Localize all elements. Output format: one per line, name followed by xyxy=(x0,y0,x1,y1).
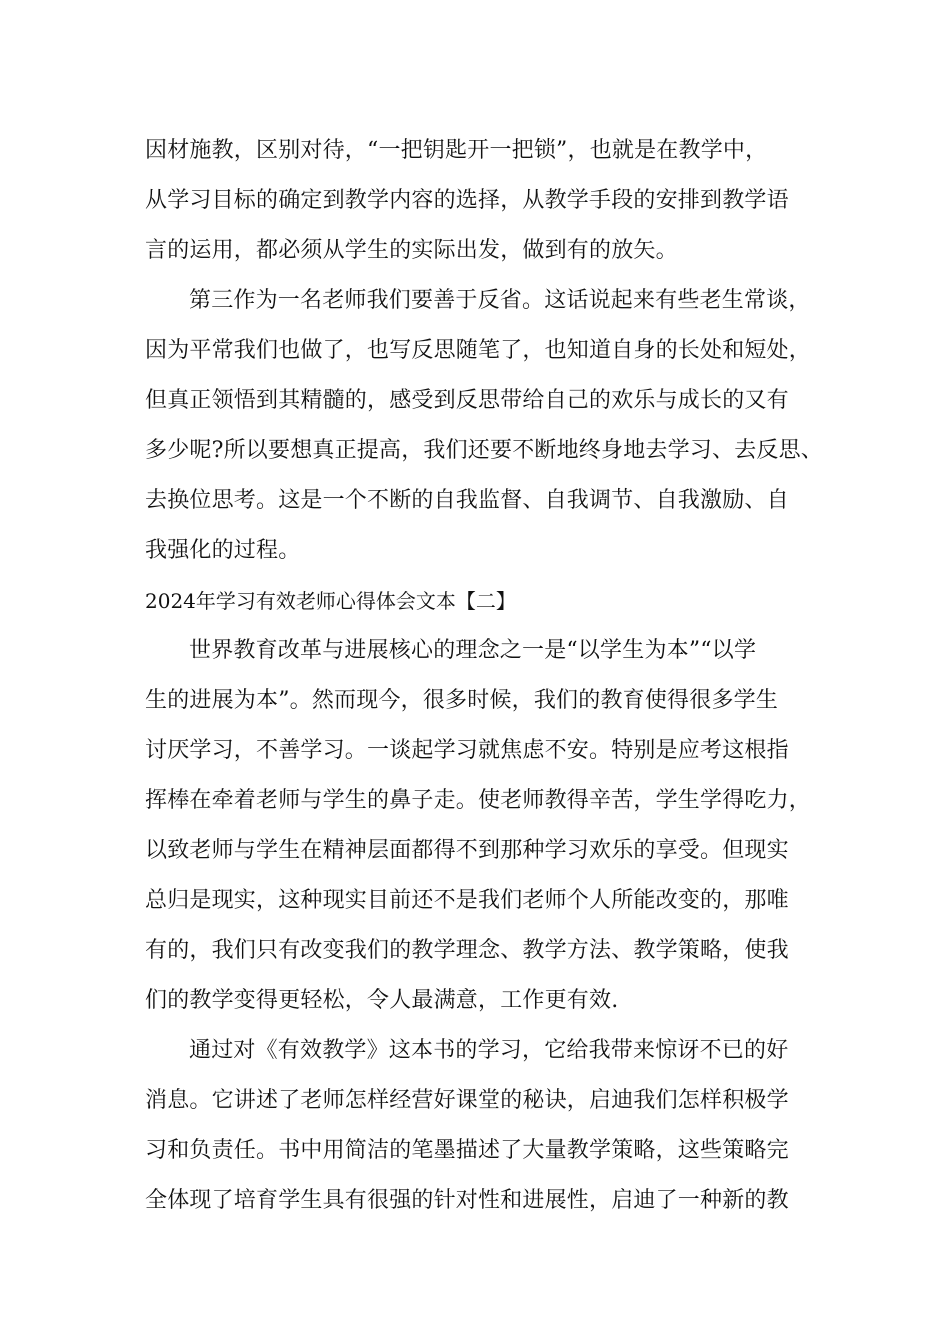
paragraph-2-line-2: 因为平常我们也做了，也写反思随笔了，也知道自身的长处和短处， xyxy=(145,338,812,363)
paragraph-3-line-6: 总归是现实，这种现实目前还不是我们老师个人所能改变的，那唯 xyxy=(145,888,789,913)
paragraph-2-line-6: 我强化的过程。 xyxy=(145,538,301,563)
paragraph-2-line-1: 第三作为一名老师我们要善于反省。这话说起来有些老生常谈， xyxy=(189,288,811,313)
paragraph-1-line-3: 言的运用，都必须从学生的实际出发，做到有的放矢。 xyxy=(145,238,678,263)
paragraph-3-line-4: 挥棒在牵着老师与学生的鼻子走。使老师教得辛苦，学生学得吃力， xyxy=(145,788,812,813)
paragraph-3-line-3: 讨厌学习，不善学习。一谈起学习就焦虑不安。特别是应考这根指 xyxy=(145,738,789,763)
section-heading: 2024年学习有效老师心得体会文本【二】 xyxy=(145,589,516,613)
paragraph-4-line-1: 通过对《有效教学》这本书的学习，它给我带来惊讶不已的好 xyxy=(189,1038,789,1063)
paragraph-3-line-5: 以致老师与学生在精神层面都得不到那种学习欢乐的享受。但现实 xyxy=(145,838,789,863)
paragraph-2-line-3: 但真正领悟到其精髓的，感受到反思带给自己的欢乐与成长的又有 xyxy=(145,388,789,413)
paragraph-2-line-4: 多少呢?所以要想真正提高，我们还要不断地终身地去学习、去反思、 xyxy=(145,438,823,463)
paragraph-2-line-5: 去换位思考。这是一个不断的自我监督、自我调节、自我激励、自 xyxy=(145,488,789,513)
paragraph-3-line-1: 世界教育改革与进展核心的理念之一是“以学生为本”“以学 xyxy=(189,638,757,663)
paragraph-4-line-4: 全体现了培育学生具有很强的针对性和进展性，启迪了一种新的教 xyxy=(145,1188,789,1213)
paragraph-3-line-2: 生的进展为本”。然而现今，很多时候，我们的教育使得很多学生 xyxy=(145,688,779,713)
paragraph-3-line-7: 有的，我们只有改变我们的教学理念、教学方法、教学策略，使我 xyxy=(145,938,789,963)
paragraph-4-line-2: 消息。它讲述了老师怎样经营好课堂的秘诀，启迪我们怎样积极学 xyxy=(145,1088,789,1113)
paragraph-1-line-1: 因材施教，区别对待，“一把钥匙开一把锁”，也就是在教学中， xyxy=(145,138,768,163)
paragraph-4-line-3: 习和负责任。书中用简洁的笔墨描述了大量教学策略，这些策略完 xyxy=(145,1138,789,1163)
paragraph-1-line-2: 从学习目标的确定到教学内容的选择，从教学手段的安排到教学语 xyxy=(145,188,789,213)
paragraph-3-line-8: 们的教学变得更轻松，令人最满意，工作更有效. xyxy=(145,988,619,1013)
